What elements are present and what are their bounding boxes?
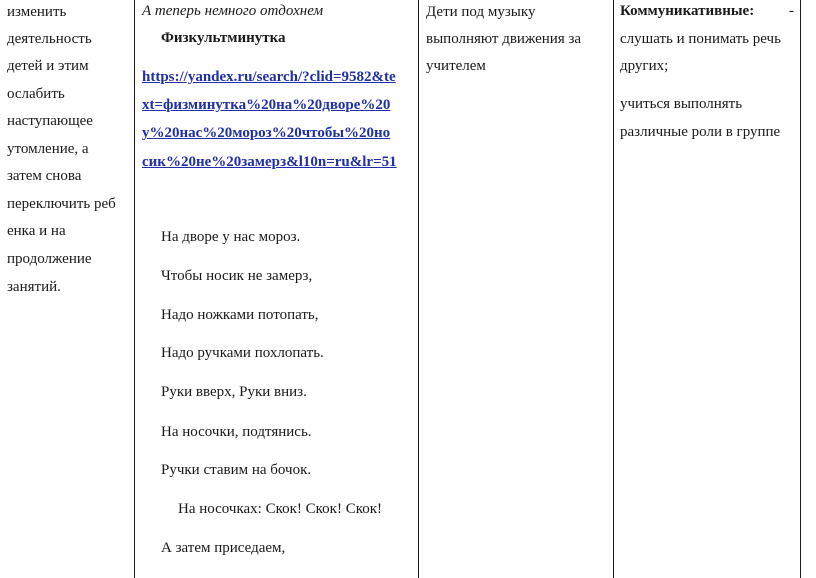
- intro-text: А теперь немного отдохнем: [142, 3, 324, 19]
- text-line: переключить реб: [7, 196, 116, 212]
- poem-line: Ручки ставим на бочок.: [161, 462, 312, 478]
- text-line: занятий.: [7, 279, 61, 295]
- column-divider: [800, 0, 801, 578]
- competency-title-row: [620, 2, 794, 20]
- poem-line: Надо ручками похлопать.: [161, 345, 324, 361]
- text-line: Дети под музыку: [426, 4, 536, 20]
- video-link[interactable]: сик%20не%20замерз&l10n=ru&lr=51: [142, 154, 397, 170]
- cell-activity: [135, 0, 418, 578]
- cell-children-activity: [419, 0, 613, 578]
- dash: -: [789, 3, 794, 19]
- text-line: енка и на: [7, 223, 66, 239]
- poem-line: На носочках: Скок! Скок! Скок!: [178, 501, 383, 517]
- video-link[interactable]: https://yandex.ru/search/?clid=9582&te: [142, 69, 396, 85]
- text-line: слушать и понимать речь: [620, 31, 781, 47]
- poem-line: Чтобы носик не замерз,: [161, 268, 313, 284]
- poem-line: А затем приседаем,: [161, 540, 286, 556]
- text-line: наступающее: [7, 113, 93, 129]
- text-line: деятельность: [7, 31, 92, 47]
- text-line: выполняют движения за: [426, 31, 582, 47]
- cell-competencies: [614, 0, 800, 578]
- text-line: других;: [620, 58, 669, 74]
- text-line: учителем: [426, 58, 486, 74]
- poem-line: На дворе у нас мороз.: [161, 229, 301, 245]
- competency-title: Коммуникативные:: [620, 3, 755, 19]
- text-line: утомление, а: [7, 141, 89, 157]
- poem-line: Надо ножками потопать,: [161, 307, 319, 323]
- poem-line: На носочки, подтянись.: [161, 424, 312, 440]
- text-line: детей и этим: [7, 58, 89, 74]
- text-line: изменить: [7, 4, 67, 20]
- cell-purpose: [0, 0, 134, 578]
- text-line: различные роли в группе: [620, 124, 781, 140]
- text-line: учиться выполнять: [620, 96, 743, 112]
- video-link[interactable]: у%20нас%20мороз%20чтобы%20но: [142, 125, 391, 141]
- section-heading: Физкультминутка: [161, 30, 286, 46]
- video-link[interactable]: xt=физминутка%20на%20дворе%20: [142, 97, 391, 113]
- text-line: затем снова: [7, 168, 82, 184]
- text-line: ослабить: [7, 86, 65, 102]
- poem-line: Руки вверх, Руки вниз.: [161, 384, 307, 400]
- text-line: продолжение: [7, 251, 92, 267]
